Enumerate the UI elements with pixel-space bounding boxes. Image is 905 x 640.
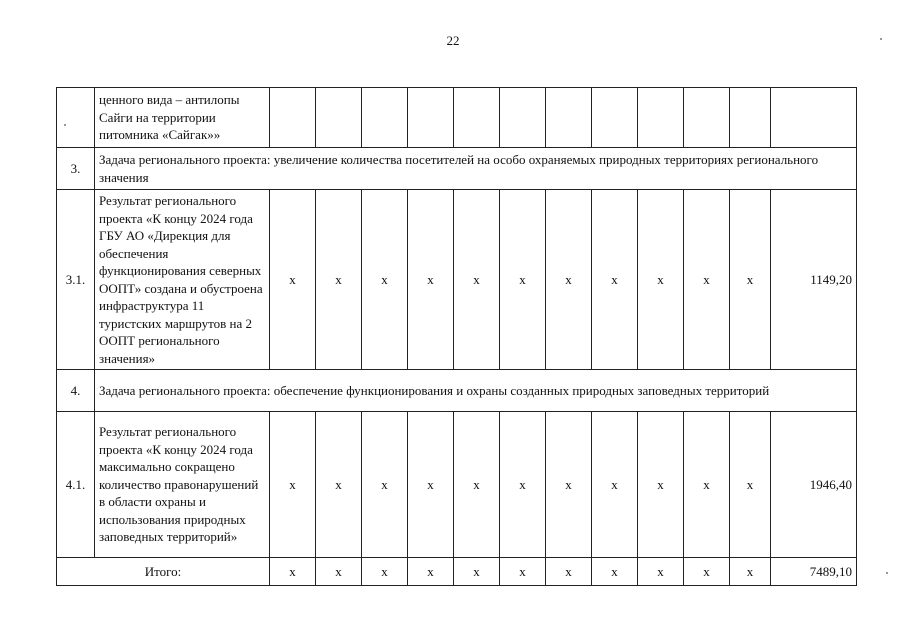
value-cell: x bbox=[684, 190, 730, 370]
empty-cell bbox=[316, 88, 362, 148]
value-cell: x bbox=[638, 412, 684, 558]
value-cell: x bbox=[730, 190, 771, 370]
task-description: Задача регионального проекта: увеличение количества посетителей на особо охраняемых природных территориях регионального значения bbox=[95, 148, 857, 190]
empty-cell bbox=[638, 88, 684, 148]
value-cell: x bbox=[408, 190, 454, 370]
budget-table bbox=[56, 87, 857, 586]
result-number: 3.1. bbox=[57, 190, 95, 370]
value-cell: x bbox=[638, 190, 684, 370]
empty-cell bbox=[500, 88, 546, 148]
itogo-label: Итого: bbox=[57, 558, 270, 586]
page-number: 22 bbox=[446, 33, 460, 48]
value-cell: x bbox=[362, 190, 408, 370]
task-row-3 bbox=[57, 148, 857, 190]
value-cell: x bbox=[362, 558, 408, 586]
empty-cell bbox=[546, 88, 592, 148]
value-cell: x bbox=[546, 412, 592, 558]
total-value: 1946,40 bbox=[771, 412, 857, 558]
value-cell: x bbox=[454, 190, 500, 370]
empty-cell bbox=[684, 88, 730, 148]
empty-cell bbox=[454, 88, 500, 148]
table-row-top bbox=[57, 88, 857, 148]
value-cell: x bbox=[638, 558, 684, 586]
task-number: 3. bbox=[57, 148, 95, 190]
row-number bbox=[57, 88, 95, 148]
value-cell: x bbox=[684, 412, 730, 558]
empty-cell bbox=[771, 88, 857, 148]
result-row-3-1 bbox=[57, 190, 857, 370]
value-cell: x bbox=[546, 558, 592, 586]
value-cell: x bbox=[454, 558, 500, 586]
value-cell: x bbox=[316, 190, 362, 370]
result-name: Результат регионального проекта «К концу 2024 года максимально сокращено количество правонарушений в области охраны и использования природных заповедных территорий» bbox=[95, 412, 270, 558]
value-cell: x bbox=[546, 190, 592, 370]
value-cell: x bbox=[684, 558, 730, 586]
value-cell: x bbox=[592, 412, 638, 558]
empty-cell bbox=[362, 88, 408, 148]
value-cell: x bbox=[408, 412, 454, 558]
value-cell: x bbox=[592, 190, 638, 370]
value-cell: x bbox=[730, 558, 771, 586]
value-cell: x bbox=[270, 190, 316, 370]
value-cell: x bbox=[500, 190, 546, 370]
scan-speck bbox=[64, 124, 66, 126]
empty-cell bbox=[408, 88, 454, 148]
value-cell: x bbox=[500, 412, 546, 558]
result-name: Результат регионального проекта «К концу 2024 года ГБУ АО «Дирекция для обеспечения функционирования северных ООПТ» создана и обустроена инфраструктура 11 туристских маршрутов на 2 ООПТ регионального значения» bbox=[95, 190, 270, 370]
value-cell: x bbox=[408, 558, 454, 586]
value-cell: x bbox=[270, 412, 316, 558]
total-value: 7489,10 bbox=[771, 558, 857, 586]
value-cell: x bbox=[316, 558, 362, 586]
value-cell: x bbox=[362, 412, 408, 558]
task-row-4 bbox=[57, 370, 857, 412]
task-description: Задача регионального проекта: обеспечение функционирования и охраны созданных природных заповедных территорий bbox=[95, 370, 857, 412]
result-row-4-1 bbox=[57, 412, 857, 558]
result-number: 4.1. bbox=[57, 412, 95, 558]
value-cell: x bbox=[316, 412, 362, 558]
itogo-row bbox=[57, 558, 857, 586]
empty-cell bbox=[730, 88, 771, 148]
scan-speck bbox=[880, 38, 882, 40]
value-cell: x bbox=[500, 558, 546, 586]
value-cell: x bbox=[592, 558, 638, 586]
value-cell: x bbox=[730, 412, 771, 558]
total-value: 1149,20 bbox=[771, 190, 857, 370]
empty-cell bbox=[592, 88, 638, 148]
empty-cell bbox=[270, 88, 316, 148]
value-cell: x bbox=[270, 558, 316, 586]
scan-speck bbox=[886, 572, 888, 574]
task-number: 4. bbox=[57, 370, 95, 412]
value-cell: x bbox=[454, 412, 500, 558]
result-name: ценного вида – антилопы Сайги на территории питомника «Сайгак»» bbox=[95, 88, 270, 148]
